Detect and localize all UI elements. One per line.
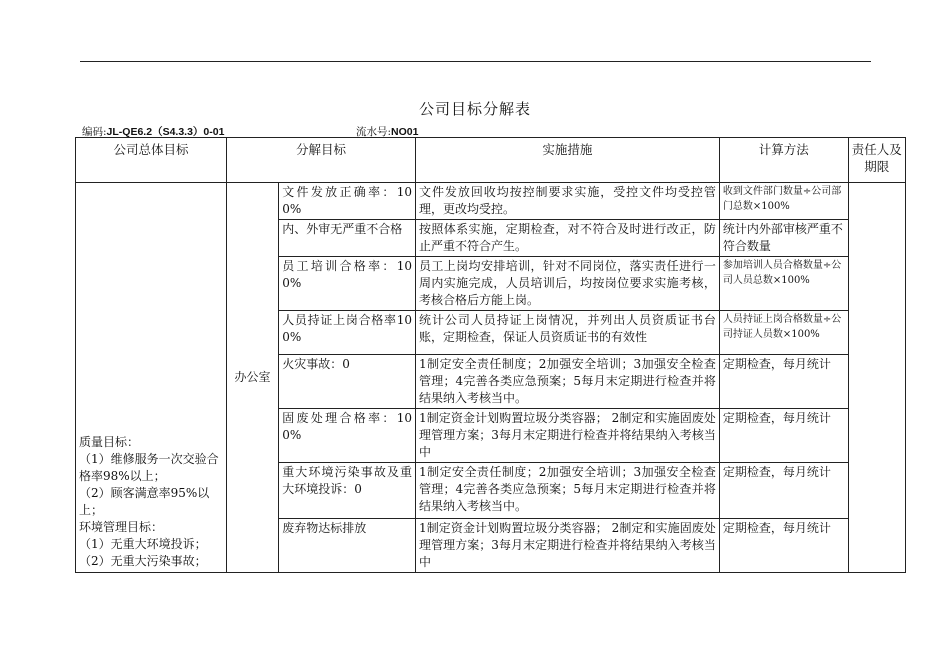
responsible-cell (848, 183, 905, 573)
sub-target-cell: 火灾事故：0 (279, 355, 416, 409)
measure-cell: 员工上岗均安排培训，针对不同岗位，落实责任进行一周内实施完成，人员培训后，均按岗位要求实施考核，考核合格后方能上岗。 (416, 257, 720, 311)
header-rule (80, 61, 871, 62)
goal-breakdown-table (75, 137, 906, 573)
overall-goal-line: （1）维修服务一次交验合格率98%以上； (79, 452, 219, 483)
calc-method-cell: 定期检查，每月统计 (719, 463, 848, 519)
measure-cell: 文件发放回收均按控制要求实施，受控文件均受控管理，更改均受控。 (416, 183, 720, 220)
measure-cell: 统计公司人员持证上岗情况，并列出人员资质证书台账，定期检查，保证人员资质证书的有效性 (416, 311, 720, 355)
overall-goal-line: 环境管理目标： (79, 520, 164, 534)
header-sub-target: 分解目标 (226, 138, 415, 183)
department-cell: 办公室 (226, 183, 278, 573)
calc-method-cell: 人员持证上岗合格数量÷公司持证人员数×100% (719, 311, 848, 355)
measure-cell: 1制定安全责任制度；2加强安全培训；3加强安全检查管理；4完善各类应急预案；5每月末定期进行检查并将结果纳入考核当中。 (416, 355, 720, 409)
calc-method-cell: 定期检查，每月统计 (719, 409, 848, 463)
serial-label: 流水号: (356, 126, 392, 138)
header-measures: 实施措施 (416, 138, 720, 183)
overall-goal-line: （1）无重大环境投诉； (79, 537, 207, 551)
calc-method-cell: 统计内外部审核严重不符合数量 (719, 220, 848, 257)
measure-cell: 按照体系实施，定期检查，对不符合及时进行改正，防止严重不符合产生。 (416, 220, 720, 257)
header-responsible: 责任人及期限 (848, 138, 905, 183)
table-header-row (76, 138, 906, 183)
code-label: 编码: (82, 126, 107, 138)
overall-goal-line: （2）无重大污染事故； (79, 554, 207, 568)
document-title: 公司目标分解表 (418, 100, 531, 118)
header-overall-goal: 公司总体目标 (76, 138, 227, 183)
sub-target-cell: 文件发放正确率：100% (279, 183, 416, 220)
table-row (76, 183, 906, 220)
sub-target-cell: 重大环境污染事故及重大环境投诉：0 (279, 463, 416, 519)
sub-target-cell: 固废处理合格率：100% (279, 409, 416, 463)
serial-value: NO01 (391, 126, 419, 138)
measure-cell: 1制定资金计划购置垃圾分类容器； 2制定和实施固废处理管理方案；3每月末定期进行检查并将结果纳入考核当中 (416, 519, 720, 573)
header-calc-method: 计算方法 (719, 138, 848, 183)
calc-method-cell: 定期检查，每月统计 (719, 355, 848, 409)
sub-target-cell: 内、外审无严重不合格 (279, 220, 416, 257)
measure-cell: 1制定资金计划购置垃圾分类容器； 2制定和实施固废处理管理方案；3每月末定期进行检查并将结果纳入考核当中 (416, 409, 720, 463)
overall-goal-line: （2）顾客满意率95%以上； (79, 486, 210, 517)
overall-goal-line: 质量目标： (79, 435, 140, 449)
sub-target-cell: 人员持证上岗合格率100% (279, 311, 416, 355)
sub-target-cell: 废弃物达标排放 (279, 519, 416, 573)
measure-cell: 1制定安全责任制度；2加强安全培训；3加强安全检查管理；4完善各类应急预案；5每月末定期进行检查并将结果纳入考核当中。 (416, 463, 720, 519)
overall-goal-cell (76, 183, 227, 573)
calc-method-cell: 参加培训人员合格数量÷公司人员总数×100% (719, 257, 848, 311)
code-value: JL-QE6.2（S4.3.3）0-01 (106, 126, 225, 138)
calc-method-cell: 收到文件部门数量÷公司部门总数×100% (719, 183, 848, 220)
calc-method-cell: 定期检查，每月统计 (719, 519, 848, 573)
sub-target-cell: 员工培训合格率：100% (279, 257, 416, 311)
